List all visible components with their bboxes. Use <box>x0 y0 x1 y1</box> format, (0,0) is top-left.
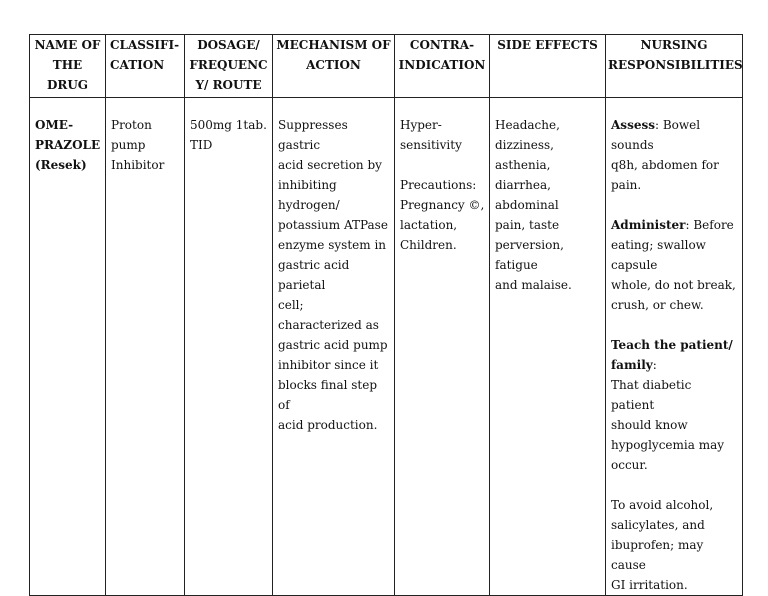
assess-line: Assess: Bowel sounds <box>611 118 701 152</box>
header-row <box>30 35 743 98</box>
cell-dosage: 500mg 1tab. TID <box>185 98 273 596</box>
administer-line: Administer: Before <box>611 218 734 232</box>
header-drug-name: NAME OF THE DRUG <box>30 35 106 98</box>
header-classification: CLASSIFI- CATION <box>106 35 185 98</box>
header-dosage: DOSAGE/ FREQUENC Y/ ROUTE <box>185 35 273 98</box>
precautions-label: Precautions: <box>400 178 477 192</box>
cell-nursing-responsibilities: Assess: Bowel sounds q8h, abdomen for pain. Administer: Before eating; swallow capsule whole, do not break, crush, or chew. Teach the patient/ family: That diabetic patient should know hypoglycemia may occur. To avoid alcohol, salicylates, and ibuprofen; may cause GI irritation. <box>606 98 743 596</box>
cell-contraindication: Hyper- sensitivity Precautions: Pregnancy ©, lactation, Children. <box>395 98 490 596</box>
header-side-effects: SIDE EFFECTS <box>490 35 606 98</box>
cell-classification: Proton pump Inhibitor <box>106 98 185 596</box>
teach-label: Teach the patient/ <box>611 338 733 352</box>
drug-study-table <box>29 34 743 596</box>
cell-side-effects: Headache, dizziness, asthenia, diarrhea, abdominal pain, taste perversion, fatigue and malaise. <box>490 98 606 596</box>
header-nursing-responsibilities: NURSING RESPONSIBILITIES <box>606 35 743 98</box>
cell-drug-name: OME- PRAZOLE (Resek) <box>30 98 106 596</box>
header-mechanism: MECHANISM OF ACTION <box>273 35 395 98</box>
header-contraindication: CONTRA- INDICATION <box>395 35 490 98</box>
drug-row <box>30 98 743 596</box>
cell-mechanism: Suppresses gastric acid secretion by inhibiting hydrogen/ potassium ATPase enzyme system in gastric acid parietal cell; characterized as gastric acid pump inhibitor since it blocks final step of acid production. <box>273 98 395 596</box>
